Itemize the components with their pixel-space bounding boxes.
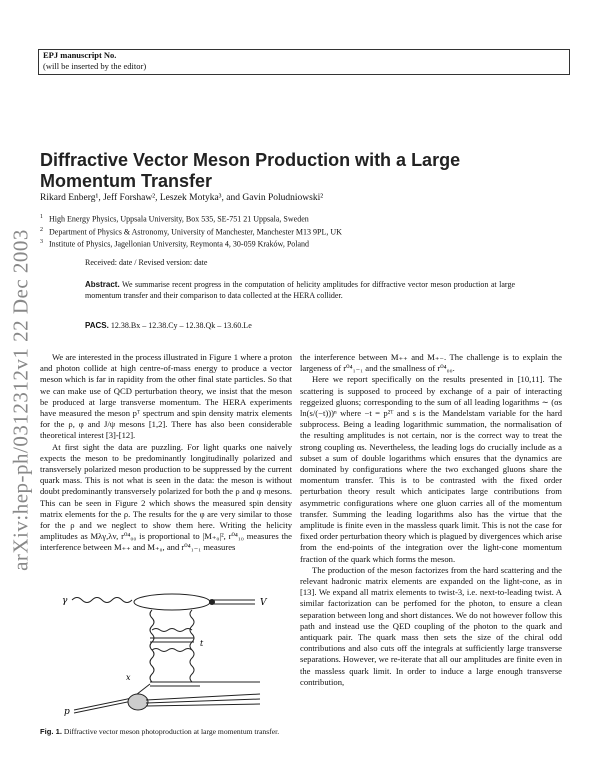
gluon-right	[190, 610, 194, 682]
affiliation-1: $^1$ High Energy Physics, Uppsala University, Box 535, SE-751 21 Uppsala, Sweden	[40, 214, 309, 224]
paragraph: We are interested in the process illustrated in Figure 1 where a proton and photon collide at high centre-of-mass energy to produce a vector meson which is far in rapidity from the other final state particles. So that we can make use of QCD perturbation theory, we insist that the meson be produced at large transverse momentum. The HERA experiments have measured the meson pᵀ spectrum and spin density matrix elements for the ρ, φ and J/ψ mesons [1,2]. There has also been considerable theoretical interest [3]-[12].	[40, 352, 292, 441]
right-column	[300, 352, 562, 688]
abstract-label: Abstract.	[85, 280, 120, 289]
paragraph: The production of the meson factorizes from the hard scattering and the relevant hadronic matrix elements are expanded on the light-cone, as in [13]. We expand all matrix elements to twist-3, i.e. next-to-leading twist. A similar factorization can be perfomed for the photon, to ensure a clean separation between long and short distances. We do not however follow this path and instead use the QED coupling of the photon to the quark and antiquark pair. The quark mass then sets the size of the chiral odd contributions and also cuts off the integrals at sufficiently large transverse separations. However, we re-iterate that all our amplitudes are finite even in the massless quark limit. In order to induce a large enough transverse contribution,	[300, 564, 562, 687]
feynman-diagram	[60, 590, 280, 720]
label-t: t	[200, 639, 204, 648]
affiliation-2: $^2$ Department of Physics & Astronomy, University of Manchester, Manchester M13 9PL, UK	[40, 226, 342, 237]
gluon-rung	[152, 629, 192, 632]
pacs-label: PACS.	[85, 321, 109, 330]
received-date: Received: date / Revised version: date	[85, 258, 208, 267]
manuscript-header-box	[38, 49, 570, 75]
editor-note: (will be inserted by the editor)	[43, 61, 147, 71]
paragraph: Here we report specifically on the results presented in [10,11]. The scattering is supposed to proceed by exchange of a pair of interacting reggeized gluons; corresponding to the sum of all leading logarithms ∼ (αs ln(s/(−t)))ⁿ where −t = p²ᵀ and s is the Mandelstam variable for the hard subprocess. Being a leading logarithmic summation, the normalisation of the resulting amplitudes is not certain, nor is the correct way to treat the strong coupling αs. Nevertheless, the leading logs do crucially include as a subset a sum of double logarithms which ensures that the dynamics are dominated by configurations where the two exchanged gluons share the momentum transfer. This is to be contrasted with the fixed order perturbation theory result which anticipates large contributions from asymmetric configurations where one gluon carries all of the momentum transfer. Summing the leading logarithms also has the virtue that the amplitude is finite even in the massless quark limit. This is not the case for fixed order perturbation theory which is plagued by divergences which arise from the end-points of the integration over the light-cone momentum fraction of the quark which forms the meson.	[300, 374, 562, 564]
journal-name: EPJ manuscript No.	[43, 50, 117, 60]
gluon-left	[150, 610, 154, 682]
pacs-text: 12.38.Bx – 12.38.Cy – 12.38.Qk – 13.60.Le	[110, 321, 252, 330]
proton-blob	[128, 694, 148, 710]
label-x: x	[126, 673, 131, 682]
pacs-codes	[85, 321, 252, 330]
paragraph: At first sight the data are puzzling. For light quarks one naively expects the meson to be predominantly longitudinally polarized and transversely polarized meson production to be suppressed by the current quark mass. This is not what is seen in the data: the meson is without doubt predominantly transversely polarized for both the ρ and φ mesons. This can be seen in Figure 2 which shows the measured spin density matrix elements for the ρ. The results for the φ are very similar to those for the ρ and we neglect to show them here. Writing the helicity amplitudes as Mλγ,λv, r⁰⁴₀₀ is proportional to |M₊₀|², r⁰⁴₁₀ measures the interference between M₊₊ and M₊₀, and r⁰⁴₁₋₁ measures	[40, 441, 292, 553]
abstract-text: We summarise recent progress in the computation of helicity amplitudes for diffractive vector meson production at large momentum transfer and their comparison to data collected at the HERA collider.	[85, 280, 515, 300]
paper-title: Diffractive Vector Meson Production with a Large Momentum Transfer	[40, 150, 461, 191]
caption-text: Diffractive vector meson photoproduction at large momentum transfer.	[63, 727, 280, 736]
gluon-rung	[152, 649, 192, 652]
author-list: Rikard Enberg¹, Jeff Forshaw², Leszek Motyka³, and Gavin Poludniowski²	[40, 193, 324, 203]
abstract	[85, 279, 515, 301]
figure-caption	[40, 727, 292, 737]
quark-loop	[134, 594, 210, 610]
affiliation-3: $^3$ Institute of Physics, Jagellonian University, Reymonta 4, 30-059 Kraków, Poland	[40, 239, 310, 249]
label-p: p	[64, 707, 70, 717]
left-column	[40, 352, 292, 554]
paragraph: the interference between M₊₊ and M₊₋. The challenge is to explain the largeness of r⁰⁴₁₋₁ and the smallness of r⁰⁴₀₀.	[300, 352, 562, 374]
label-v: V	[260, 598, 267, 608]
meson-vertex	[209, 599, 215, 605]
arxiv-stamp	[6, 200, 36, 600]
photon-line	[72, 598, 132, 603]
arxiv-id: arXiv:hep-ph/0312312v1 22 Dec 2003	[8, 229, 33, 571]
label-gamma: γ	[62, 596, 68, 606]
affiliation-list	[40, 212, 560, 250]
caption-label: Fig. 1.	[40, 727, 62, 736]
